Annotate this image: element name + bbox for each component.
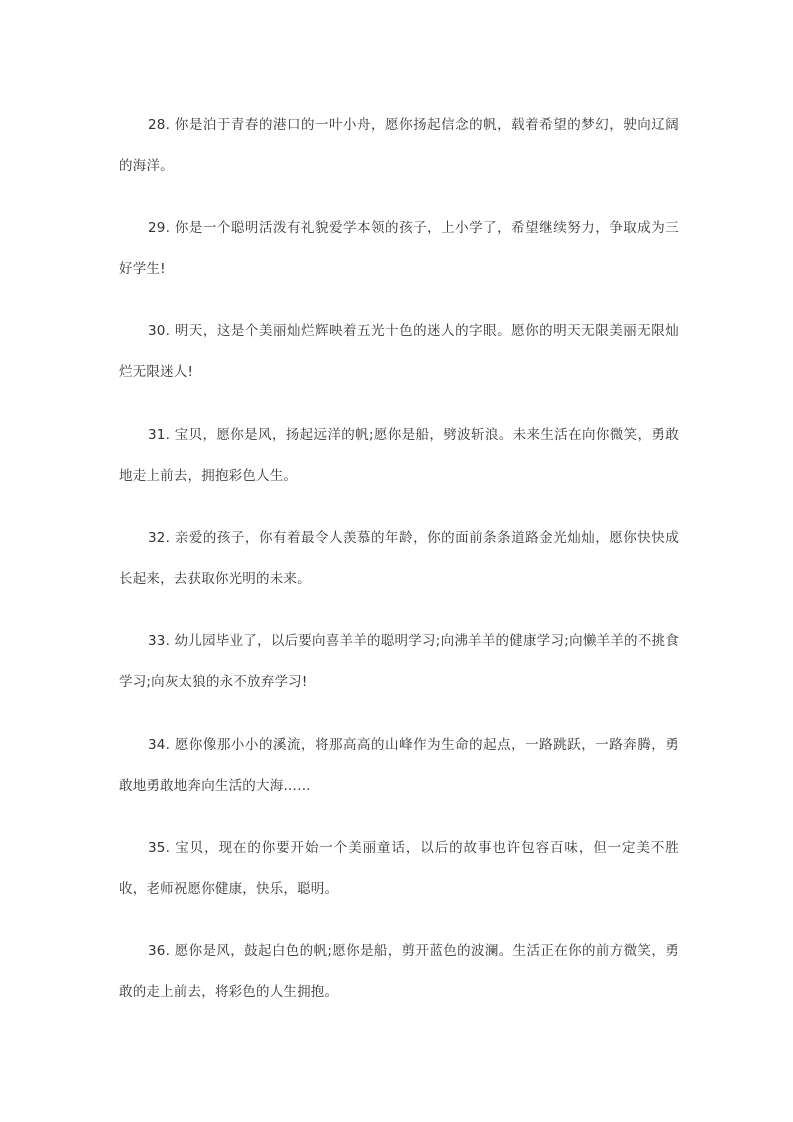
paragraph-33: 33. 幼儿园毕业了，以后要向喜羊羊的聪明学习;向沸羊羊的健康学习;向懒羊羊的不挑食学习;向灰太狼的永不放弃学习! — [119, 633, 679, 690]
paragraph-28: 28. 你是泊于青春的港口的一叶小舟，愿你扬起信念的帆，载着希望的梦幻，驶向辽阔的海洋。 — [119, 117, 679, 174]
paragraph-36: 36. 愿你是风，鼓起白色的帆;愿你是船，剪开蓝色的波澜。生活正在你的前方微笑，勇敢的走上前去，将彩色的人生拥抱。 — [119, 943, 679, 1000]
paragraph-32: 32. 亲爱的孩子，你有着最令人羡慕的年龄，你的面前条条道路金光灿灿，愿你快快成长起来，去获取你光明的未来。 — [119, 530, 679, 587]
paragraph-31: 31. 宝贝，愿你是风，扬起远洋的帆;愿你是船，劈波斩浪。未来生活在向你微笑，勇敢地走上前去，拥抱彩色人生。 — [119, 427, 679, 484]
paragraph-30: 30. 明天，这是个美丽灿烂辉映着五光十色的迷人的字眼。愿你的明天无限美丽无限灿烂无限迷人! — [119, 323, 679, 380]
paragraph-35: 35. 宝贝，现在的你要开始一个美丽童话，以后的故事也许包容百味，但一定美不胜收，老师祝愿你健康，快乐，聪明。 — [119, 840, 679, 897]
paragraph-29: 29. 你是一个聪明活泼有礼貌爱学本领的孩子，上小学了，希望继续努力，争取成为三好学生! — [119, 220, 679, 277]
paragraph-34: 34. 愿你像那小小的溪流，将那高高的山峰作为生命的起点，一路跳跃，一路奔腾，勇敢地勇敢地奔向生活的大海…… — [119, 737, 679, 794]
